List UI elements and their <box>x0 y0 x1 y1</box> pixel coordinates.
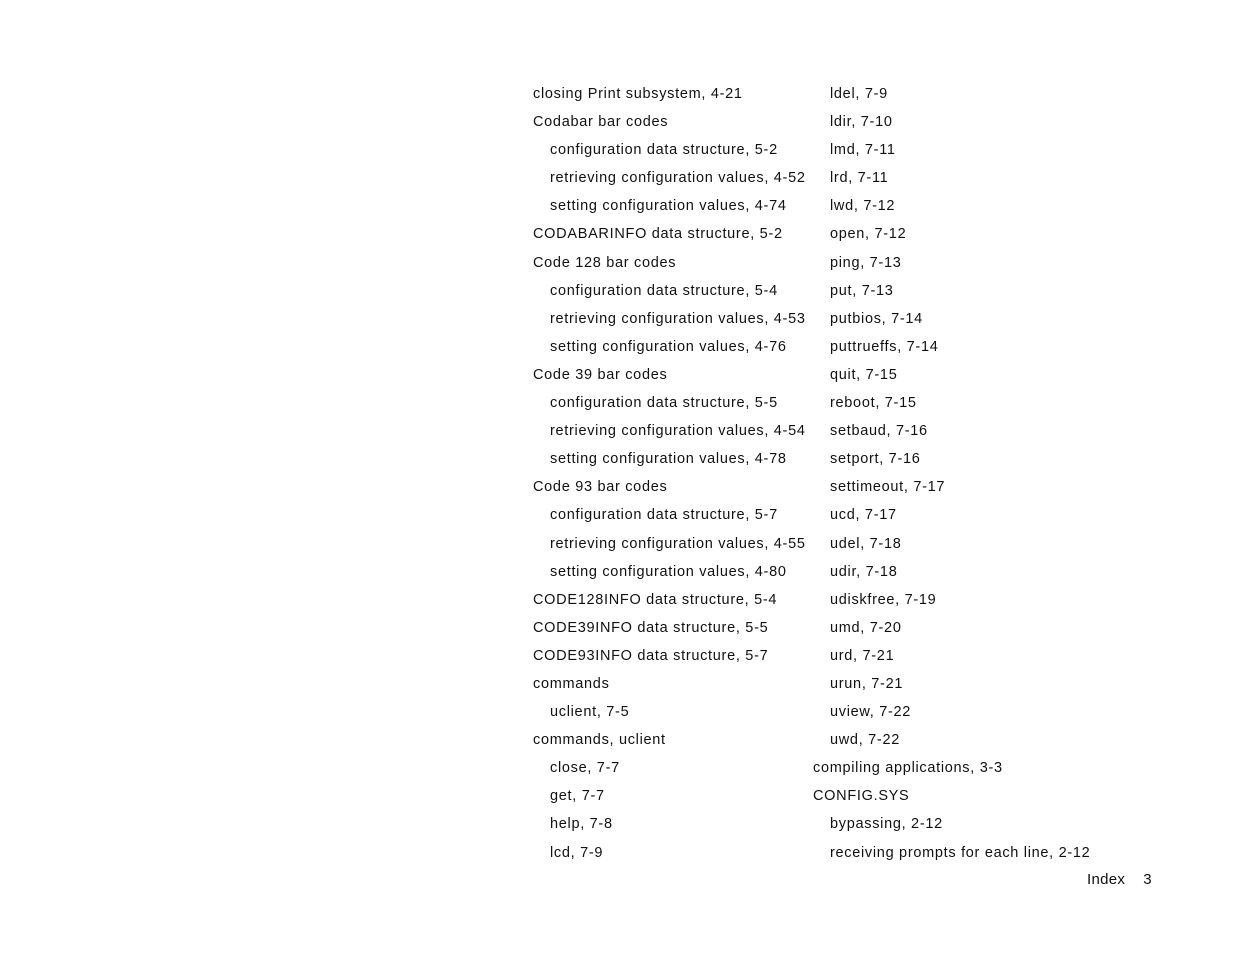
index-subentry: help, 7-8 <box>550 816 613 833</box>
index-subentry: close, 7-7 <box>550 760 620 777</box>
index-subentry: setting configuration values, 4-74 <box>550 198 787 215</box>
index-subentry: configuration data structure, 5-2 <box>550 142 778 159</box>
index-entry: CODE128INFO data structure, 5-4 <box>533 591 778 608</box>
index-subentry: retrieving configuration values, 4-54 <box>550 423 806 440</box>
index-entry: commands <box>533 675 610 692</box>
index-subentry: quit, 7-15 <box>830 366 898 383</box>
index-subentry: lmd, 7-11 <box>830 142 896 159</box>
index-subentry: put, 7-13 <box>830 282 894 299</box>
index-subentry: ucd, 7-17 <box>830 507 897 524</box>
index-subentry: putbios, 7-14 <box>830 310 923 327</box>
index-subentry: setport, 7-16 <box>830 451 921 468</box>
index-entry: compiling applications, 3-3 <box>813 760 1003 777</box>
index-subentry: urd, 7-21 <box>830 647 895 664</box>
index-subentry: setbaud, 7-16 <box>830 423 928 440</box>
page-footer <box>1087 871 1152 888</box>
index-entry: Code 39 bar codes <box>533 366 668 383</box>
index-subentry: bypassing, 2-12 <box>830 816 943 833</box>
index-entry: CODABARINFO data structure, 5-2 <box>533 226 783 243</box>
index-subentry: lrd, 7-11 <box>830 170 889 187</box>
index-subentry: ldel, 7-9 <box>830 86 888 102</box>
index-subentry: get, 7-7 <box>550 788 605 805</box>
index-entry: CODE93INFO data structure, 5-7 <box>533 647 769 664</box>
index-subentry: settimeout, 7-17 <box>830 479 946 496</box>
index-column-left <box>533 80 806 867</box>
index-entry: Codabar bar codes <box>533 114 669 131</box>
index-subentry: retrieving configuration values, 4-52 <box>550 170 806 187</box>
index-subentry: configuration data structure, 5-4 <box>550 282 778 299</box>
index-subentry: urun, 7-21 <box>830 675 904 692</box>
index-entry: commands, uclient <box>533 732 666 749</box>
index-subentry: udir, 7-18 <box>830 563 898 580</box>
index-subentry: ldir, 7-10 <box>830 114 893 131</box>
index-column-right <box>813 80 1113 867</box>
index-subentry: uview, 7-22 <box>830 704 912 721</box>
index-subentry: configuration data structure, 5-5 <box>550 395 778 412</box>
footer-section-label: Index <box>1087 871 1126 888</box>
index-subentry: udiskfree, 7-19 <box>830 591 937 608</box>
index-entry: Code 93 bar codes <box>533 479 668 496</box>
index-subentry: receiving prompts for each line, 2-12 <box>830 844 1091 861</box>
index-subentry: setting configuration values, 4-78 <box>550 451 787 468</box>
index-subentry: lwd, 7-12 <box>830 198 896 215</box>
index-entry: closing Print subsystem, 4-21 <box>533 86 743 102</box>
index-subentry: lcd, 7-9 <box>550 844 604 861</box>
index-entry: CODE39INFO data structure, 5-5 <box>533 619 769 636</box>
index-subentry: reboot, 7-15 <box>830 395 917 412</box>
page-number: 3 <box>1143 871 1152 888</box>
index-subentry: setting configuration values, 4-80 <box>550 563 787 580</box>
index-subentry: configuration data structure, 5-7 <box>550 507 778 524</box>
index-subentry: uclient, 7-5 <box>550 704 630 721</box>
index-subentry: uwd, 7-22 <box>830 732 900 749</box>
index-subentry: ping, 7-13 <box>830 254 902 271</box>
index-subentry: open, 7-12 <box>830 226 907 243</box>
index-entry: Code 128 bar codes <box>533 254 677 271</box>
index-subentry: retrieving configuration values, 4-53 <box>550 310 806 327</box>
index-subentry: puttrueffs, 7-14 <box>830 338 939 355</box>
index-subentry: umd, 7-20 <box>830 619 902 636</box>
index-subentry: retrieving configuration values, 4-55 <box>550 535 806 552</box>
index-subentry: udel, 7-18 <box>830 535 902 552</box>
index-subentry: setting configuration values, 4-76 <box>550 338 787 355</box>
index-entry: CONFIG.SYS <box>813 788 910 805</box>
